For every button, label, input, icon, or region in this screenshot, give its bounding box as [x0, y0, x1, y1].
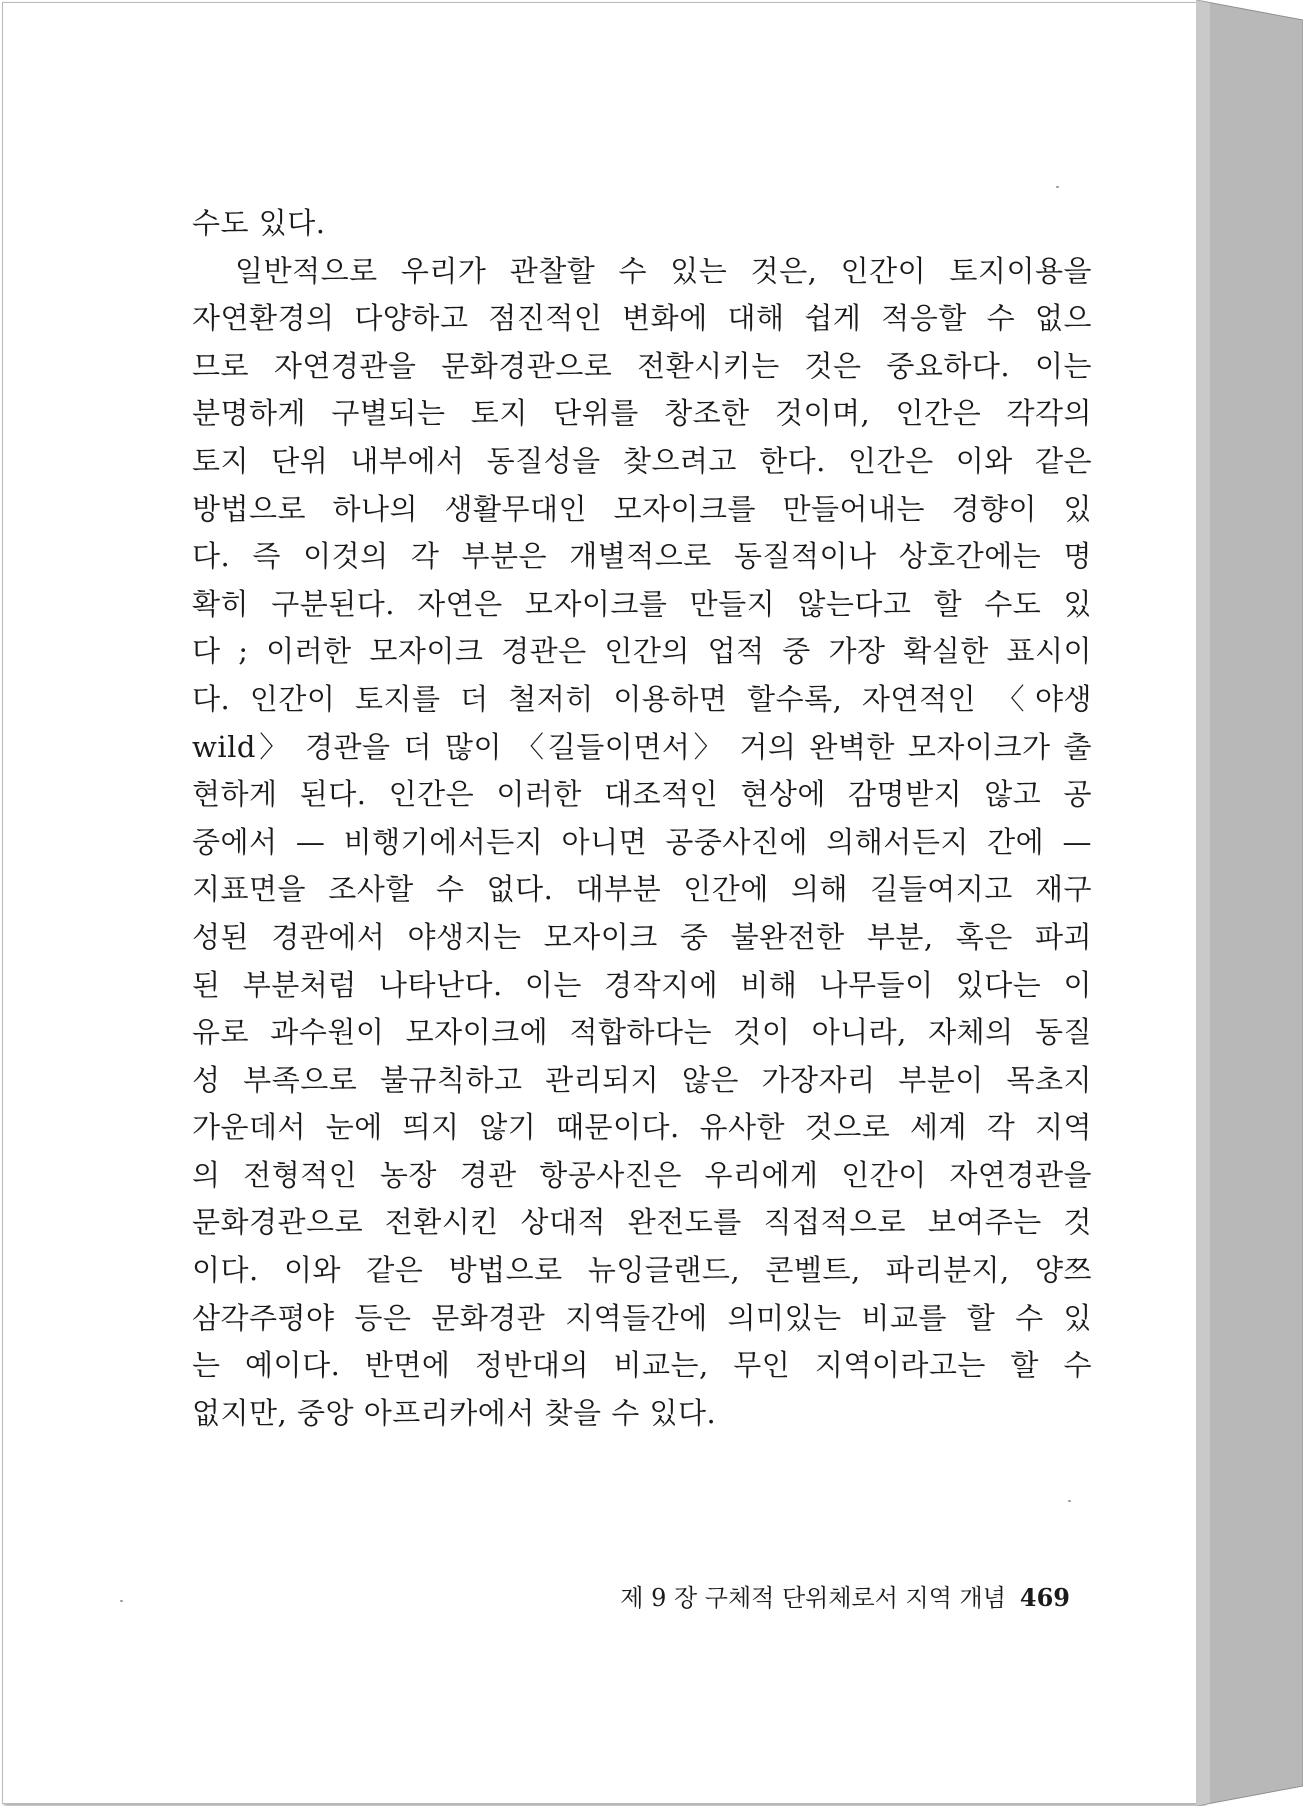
text-line: 이다. 이와 같은 방법으로 뉴잉글랜드, 콘벨트, 파리분지, 양쯔: [192, 1253, 1092, 1288]
text-line: 다 ; 이러한 모자이크 경관은 인간의 업적 중 가장 확실한 표시이: [192, 634, 1092, 669]
running-title: 제 9 장 구체적 단위체로서 지역 개념: [620, 1584, 1006, 1612]
scan-speck: [1068, 1500, 1071, 1502]
text-line: 된 부분처럼 나타난다. 이는 경작지에 비해 나무들이 있다는 이: [192, 967, 1092, 1002]
text-line: 현하게 된다. 인간은 이러한 대조적인 현상에 감명받지 않고 공: [192, 777, 1092, 812]
text-line: 유로 과수원이 모자이크에 적합하다는 것이 아니라, 자체의 동질: [192, 1015, 1092, 1050]
text-line: 성 부족으로 불규칙하고 관리되지 않은 가장자리 부분이 목초지: [192, 1062, 1092, 1097]
scan-speck: [1056, 186, 1059, 188]
book-side-edge: [1196, 0, 1303, 1806]
text-line: 분명하게 구별되는 토지 단위를 창조한 것이며, 인간은 각각의: [192, 396, 1092, 431]
text-line: 확히 구분된다. 자연은 모자이크를 만들지 않는다고 할 수도 있: [192, 586, 1092, 621]
text-line: 의 전형적인 농장 경관 항공사진은 우리에게 인간이 자연경관을: [192, 1157, 1092, 1192]
text-line: 없지만, 중앙 아프리카에서 찾을 수 있다.: [192, 1395, 717, 1430]
text-line: 다. 즉 이것의 각 부분은 개별적으로 동질적이나 상호간에는 명: [192, 539, 1092, 574]
text-line: 중에서 — 비행기에서든지 아니면 공중사진에 의해서든지 간에 —: [192, 824, 1092, 859]
text-line: 자연환경의 다양하고 점진적인 변화에 대해 쉽게 적응할 수 없으: [192, 301, 1092, 336]
text-line: 므로 자연경관을 문화경관으로 전환시키는 것은 중요하다. 이는: [192, 348, 1092, 383]
text-line: 일반적으로 우리가 관찰할 수 있는 것은, 인간이 토지이용을: [192, 253, 1092, 288]
scan-speck: [120, 1600, 123, 1602]
text-line: 문화경관으로 전환시킨 상대적 완전도를 직접적으로 보여주는 것: [192, 1205, 1092, 1240]
text-line: 가운데서 눈에 띄지 않기 때문이다. 유사한 것으로 세계 각 지역: [192, 1110, 1092, 1145]
text-line: 삼각주평야 등은 문화경관 지역들간에 의미있는 비교를 할 수 있: [192, 1300, 1092, 1335]
text-line: 다. 인간이 토지를 더 철저히 이용하면 할수록, 자연적인 〈야생: [192, 681, 1092, 716]
text-line: 토지 단위 내부에서 동질성을 찾으려고 한다. 인간은 이와 같은: [192, 443, 1092, 478]
text-line: 성된 경관에서 야생지는 모자이크 중 불완전한 부분, 혹은 파괴: [192, 919, 1092, 954]
text-line: 는 예이다. 반면에 정반대의 비교는, 무인 지역이라고는 할 수: [192, 1348, 1092, 1383]
text-line: wild〉 경관을 더 많이 〈길들이면서〉 거의 완벽한 모자이크가 출: [192, 729, 1092, 764]
page-number: 469: [1019, 1583, 1070, 1612]
text-line: 방법으로 하나의 생활무대인 모자이크를 만들어내는 경향이 있: [192, 491, 1092, 526]
page-footer: [560, 1578, 1070, 1618]
text-line: 지표면을 조사할 수 없다. 대부분 인간에 의해 길들여지고 재구: [192, 872, 1092, 907]
text-line: 수도 있다.: [192, 206, 326, 240]
body-text: [192, 200, 1092, 1437]
